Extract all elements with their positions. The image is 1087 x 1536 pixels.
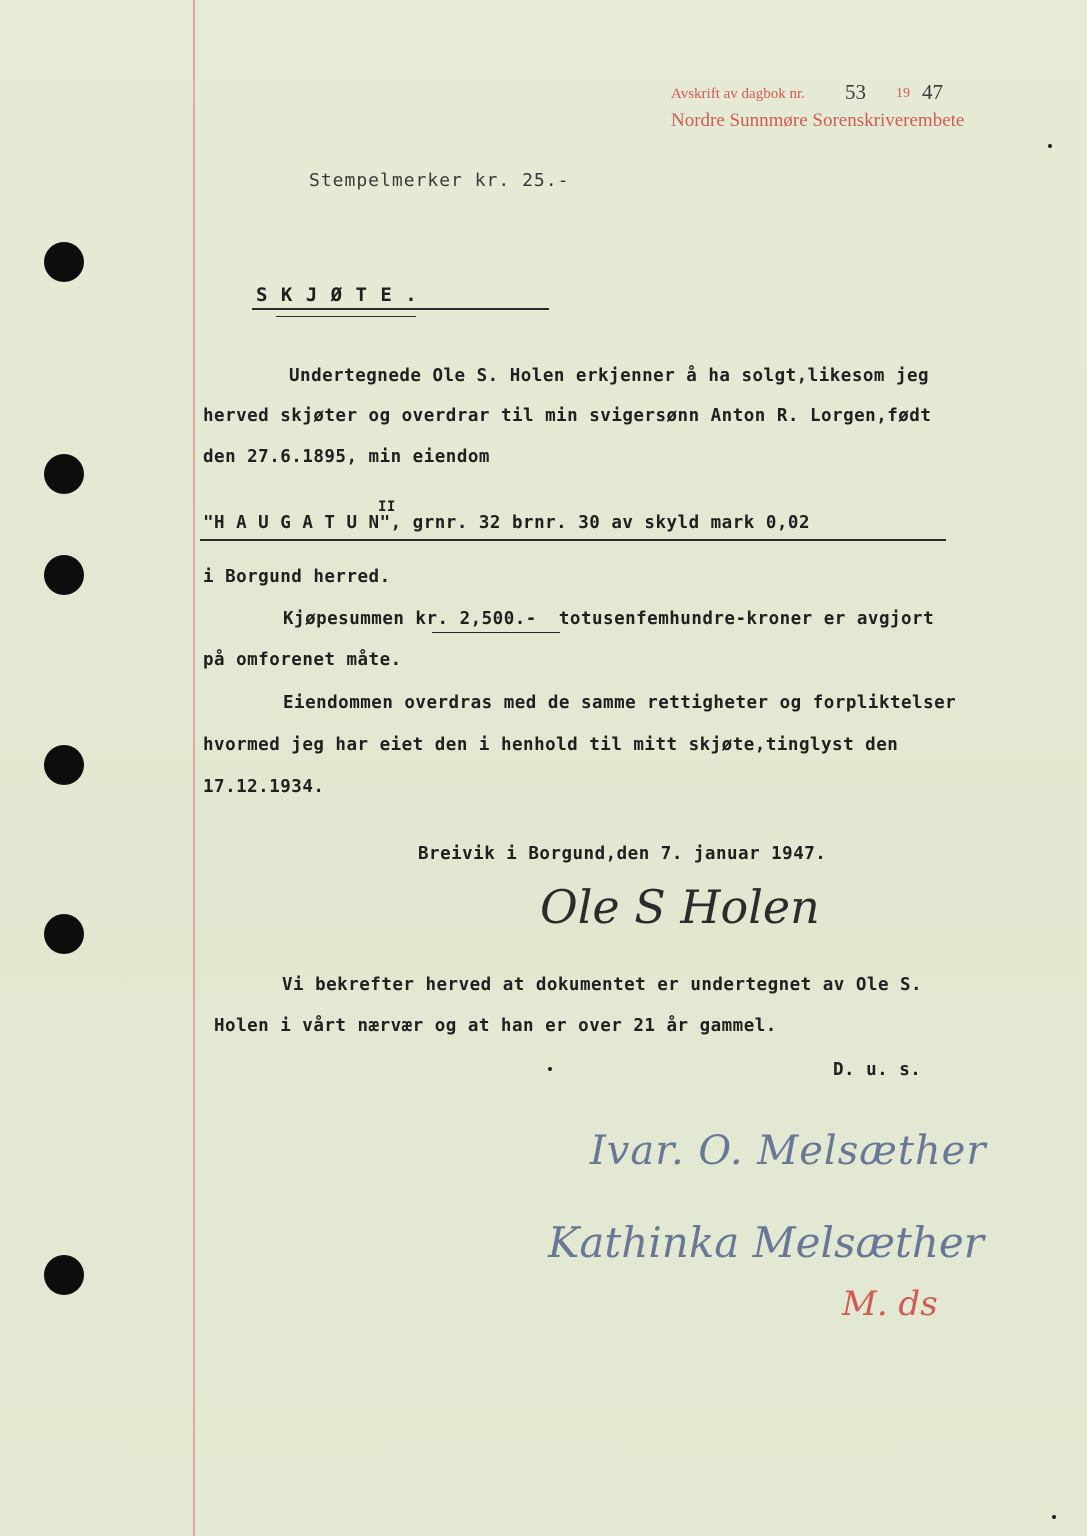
stamp-prefix: Avskrift av dagbok nr. xyxy=(671,86,805,102)
ink-speck xyxy=(548,1067,552,1071)
witness-signature-1: Ivar. O. Melsæther xyxy=(590,1128,987,1174)
body-line-10: 17.12.1934. xyxy=(203,777,325,797)
stamp-duty: Stempelmerker kr. 25.- xyxy=(309,170,570,191)
place-date: Breivik i Borgund,den 7. januar 1947. xyxy=(418,844,827,864)
property-underline xyxy=(200,539,946,541)
seller-signature: Ole S Holen xyxy=(540,880,820,934)
body-line-2: herved skjøter og overdrar til min svigersønn Anton R. Lorgen,født xyxy=(203,406,932,426)
property-line: "H A U G A T U N", grnr. 32 brnr. 30 av skyld mark 0,02 xyxy=(203,513,810,533)
stamp-year-suffix: 47 xyxy=(922,80,943,104)
body-line-1: Undertegnede Ole S. Holen erkjenner å ha solgt,likesom jeg xyxy=(289,366,930,386)
stamp-year-prefix: 19 xyxy=(896,86,910,101)
body-line-6: Kjøpesummen kr. 2,500.- totusenfemhundre-kroner er avgjort xyxy=(283,609,935,629)
punch-hole-3 xyxy=(44,555,84,595)
witness-signature-2: Kathinka Melsæther xyxy=(548,1218,984,1267)
punch-hole-5 xyxy=(44,914,84,954)
initials-mark: M. ds xyxy=(842,1284,938,1324)
punch-hole-1 xyxy=(44,242,84,282)
witness-line-2: Holen i vårt nærvær og at han er over 21 år gammel. xyxy=(214,1016,777,1036)
body-line-9: hvormed jeg har eiet den i henhold til mitt skjøte,tinglyst den xyxy=(203,735,899,755)
title-underline xyxy=(252,308,549,310)
stamp-office: Nordre Sunnmøre Sorenskriverembete xyxy=(671,110,965,131)
stamp-number: 53 xyxy=(845,80,866,104)
body-line-5: i Borgund herred. xyxy=(203,567,391,587)
body-line-3: den 27.6.1895, min eiendom xyxy=(203,447,490,467)
body-line-8: Eiendommen overdras med de samme rettigheter og forpliktelser xyxy=(283,693,957,713)
ink-speck xyxy=(1052,1515,1056,1519)
punch-hole-6 xyxy=(44,1255,84,1295)
punch-hole-4 xyxy=(44,745,84,785)
property-superscript: II xyxy=(378,499,396,515)
ink-speck xyxy=(1048,144,1052,148)
document-title: S K J Ø T E . xyxy=(256,284,418,306)
margin-line xyxy=(193,0,195,1536)
witness-line-1: Vi bekrefter herved at dokumentet er undertegnet av Ole S. xyxy=(282,975,923,995)
punch-hole-2 xyxy=(44,454,84,494)
amount-underline xyxy=(432,632,560,633)
title-underline-2 xyxy=(276,316,416,317)
body-line-7: på omforenet måte. xyxy=(203,650,402,670)
witness-closing: D. u. s. xyxy=(833,1060,922,1080)
